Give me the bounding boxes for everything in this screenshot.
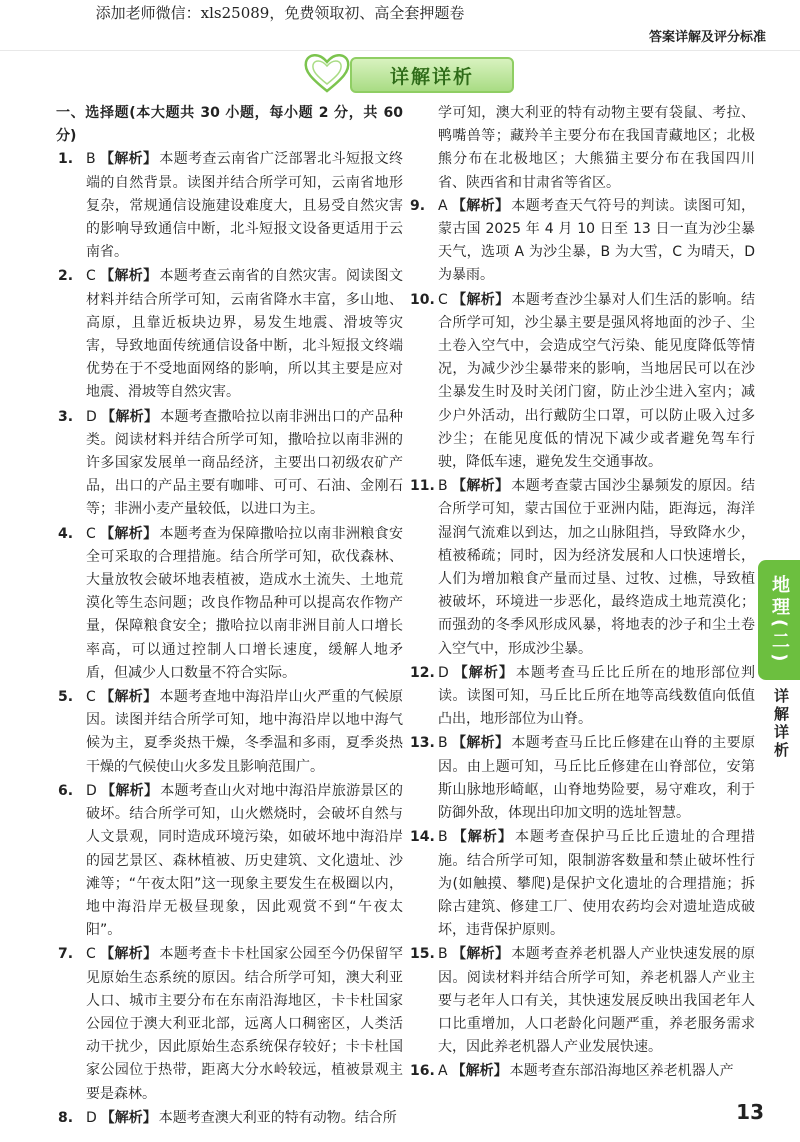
answer-letter: B bbox=[86, 151, 96, 168]
analysis-label: 【解析】 bbox=[451, 197, 510, 214]
question-number: 3. bbox=[58, 408, 74, 425]
question-number: 6. bbox=[58, 782, 74, 799]
analysis-text: 本题考查撒哈拉以南非洲出口的产品种类。阅读材料并结合所学可知，撒哈拉以南非洲的许多国家发展单一商品经济，主要出口初级农矿产品，出口的产品主要有咖啡、可可、石油、金刚石等；非洲小麦产量较低，以进口为主。 bbox=[86, 408, 404, 518]
answer-letter: C bbox=[86, 268, 96, 285]
answer-letter: D bbox=[438, 664, 449, 681]
answer-letter: C bbox=[438, 291, 448, 308]
analysis-label: 【解析】 bbox=[452, 664, 514, 681]
analysis-label: 【解析】 bbox=[451, 478, 510, 495]
analysis-label: 【解析】 bbox=[451, 946, 510, 963]
answer-item bbox=[410, 662, 755, 732]
answer-item bbox=[410, 826, 755, 942]
question-number: 9. bbox=[410, 197, 426, 214]
analysis-label: 【解析】 bbox=[99, 689, 158, 706]
answer-item bbox=[410, 289, 755, 475]
analysis-text: 本题考查卡卡杜国家公园至今仍保留罕见原始生态系统的原因。结合所学可知，澳大利亚人口、城市主要分布在东南沿海地区，卡卡杜国家公园位于澳大利亚北部，远离人口稠密区，人类活动干扰少，因此原始生态系统保存较好；卡卡杜国家公园位于热带，距离大分水岭较远，植被景观主要是森林。 bbox=[86, 946, 403, 1102]
answer-letter: A bbox=[438, 1063, 448, 1080]
subject-tab: 地理(二) bbox=[758, 560, 800, 680]
answer-item bbox=[58, 1107, 403, 1130]
analysis-label: 【解析】 bbox=[451, 1063, 508, 1080]
question-number: 13. bbox=[410, 735, 435, 752]
left-column bbox=[58, 102, 403, 1131]
analysis-label: 【解析】 bbox=[99, 268, 158, 285]
answer-letter: C bbox=[86, 689, 96, 706]
analysis-label: 【解析】 bbox=[99, 946, 158, 963]
question-number: 12. bbox=[410, 664, 435, 681]
question-number: 8. bbox=[58, 1109, 74, 1126]
analysis-label: 【解析】 bbox=[451, 291, 510, 308]
banner-title: 详解详析 bbox=[350, 57, 514, 93]
continued-text: 学可知，澳大利亚的特有动物主要有袋鼠、考拉、鸭嘴兽等；藏羚羊主要分布在我国青藏地区；北极熊分布在北极地区；大熊猫主要分布在我国四川省、陕西省和甘肃省等省区。 bbox=[438, 105, 755, 191]
question-number: 4. bbox=[58, 525, 74, 542]
header-title: 答案详解及评分标准 bbox=[648, 30, 766, 45]
question-number: 7. bbox=[58, 946, 74, 963]
answer-letter: C bbox=[86, 525, 96, 542]
question-number: 2. bbox=[58, 268, 74, 285]
answer-item bbox=[410, 1060, 755, 1083]
analysis-text: 本题考查蒙古国沙尘暴频发的原因。结合所学可知，蒙古国位于亚洲内陆，距海远，海洋湿润气流难以到达，加之山脉阻挡，导致降水少，植被稀疏；同时，因为经济发展和人口快速增长，人们为增加粮食产量而过垦、过牧、过樵，导致植被破坏，环境进一步恶化，最终造成土地荒漠化；而强劲的冬季风形成风暴，将地表的沙子和尘土卷入空气中，形成沙尘暴。 bbox=[438, 478, 756, 657]
analysis-text: 本题考查为保障撒哈拉以南非洲粮食安全可采取的合理措施。结合所学可知，砍伐森林、大量放牧会破坏地表植被，造成水土流失、土地荒漠化等生态问题；改良作物品种可以提高农作物产量，保障粮食安全；撒哈拉以南非洲目前人口增长率高，可以通过控制人口增长速度，缓解人地矛盾，但减少人口数量不符合实际。 bbox=[86, 525, 403, 681]
answer-item bbox=[410, 943, 755, 1059]
analysis-text: 本题考查马丘比丘修建在山脊的主要原因。由上题可知，马丘比丘修建在山脊部位，安第斯山脉地形崎岖，山脊地势险要，易守难攻，利于防御外敌，体现出印加文明的选址智慧。 bbox=[438, 735, 756, 822]
section-title: 一、选择题(本大题共 30 小题，每小题 2 分，共 60 分) bbox=[56, 105, 403, 145]
heart-icon bbox=[302, 51, 352, 95]
right-column bbox=[410, 102, 755, 1085]
side-label: 详解详析 bbox=[772, 688, 790, 760]
question-number: 11. bbox=[410, 478, 435, 495]
analysis-label: 【解析】 bbox=[100, 782, 159, 799]
question-number: 5. bbox=[58, 689, 74, 706]
answer-item bbox=[58, 523, 403, 685]
analysis-text: 本题考查养老机器人产业快速发展的原因。阅读材料并结合所学可知，养老机器人产业主要与老年人口有关，其快速发展反映出我国老年人口比重增加，人口老龄化问题严重，养老服务需求大，因此养老机器人产业发展快速。 bbox=[438, 946, 756, 1056]
analysis-text: 本题考查沙尘暴对人们生活的影响。结合所学可知，沙尘暴主要是强风将地面的沙子、尘土卷入空气中，会造成空气污染、能见度降低等情况，为减少沙尘暴带来的影响，当地居民可以在沙尘暴发生时及时关闭门窗，防止沙尘进入室内；减少户外活动，出行戴防尘口罩，可以防止吸入过多沙尘；在能见度低的情况下减少或者避免驾车行驶，降低车速，避免发生交通事故。 bbox=[438, 291, 755, 471]
analysis-label: 【解析】 bbox=[451, 735, 510, 752]
analysis-text: 本题考查马丘比丘所在的地形部位判读。读图可知，马丘比丘所在地等高线数值向低值凸出，地形部位为山脊。 bbox=[438, 664, 756, 728]
answer-item bbox=[58, 686, 403, 779]
analysis-text: 本题考查保护马丘比丘遗址的合理措施。结合所学可知，限制游客数量和禁止破坏性行为(如触摸、攀爬)是保护文化遗址的合理措施；拆除古建筑、修建工厂、使用农药均会对遗址造成破坏，违背保护原则。 bbox=[438, 829, 756, 939]
watermark-text: 添加老师微信：xls25089，免费领取初、高全套押题卷 bbox=[95, 4, 465, 22]
question-number: 1. bbox=[58, 151, 74, 168]
header-divider bbox=[0, 50, 800, 51]
answer-item bbox=[410, 195, 755, 288]
answer-item bbox=[58, 943, 403, 1105]
question-number: 15. bbox=[410, 946, 435, 963]
analysis-label: 【解析】 bbox=[100, 408, 159, 425]
analysis-text: 本题考查云南省的自然灾害。阅读图文材料并结合所学可知，云南省降水丰富，多山地、高原，且靠近板块边界，易发生地震、滑坡等灾害，导致地面传统通信设备中断，北斗短报文终端优势在于不受地面网络的影响，所以其主要是应对地震、滑坡等自然灾害。 bbox=[86, 268, 403, 401]
analysis-label: 【解析】 bbox=[99, 151, 158, 168]
answer-letter: C bbox=[86, 946, 96, 963]
analysis-text: 本题考查东部沿海地区养老机器人产 bbox=[509, 1063, 734, 1080]
answer-item bbox=[410, 732, 755, 825]
analysis-text: 本题考查澳大利亚的特有动物。结合所 bbox=[158, 1109, 397, 1126]
answer-item bbox=[410, 475, 755, 661]
answer-letter: B bbox=[438, 735, 448, 752]
answer-letter: B bbox=[438, 946, 448, 963]
analysis-text: 本题考查云南省广泛部署北斗短报文终端的自然背景。读图并结合所学可知，云南省地形复杂，常规通信设施建设难度大，且易受自然灾害的影响导致通信中断，北斗短报文设备更适用于云南省。 bbox=[86, 151, 404, 261]
answer-letter: B bbox=[438, 829, 448, 846]
answer-item bbox=[58, 148, 403, 264]
page-number: 13 bbox=[736, 1100, 764, 1124]
question-number: 14. bbox=[410, 829, 435, 846]
answer-letter: B bbox=[438, 478, 448, 495]
analysis-text: 本题考查天气符号的判读。读图可知，蒙古国 2025 年 4 月 10 日至 13 日一直为沙尘暴天气，选项 A 为沙尘暴，B 为大雪，C 为晴天，D 为暴雨。 bbox=[438, 197, 756, 284]
question-number: 10. bbox=[410, 291, 435, 308]
section-banner bbox=[302, 55, 512, 91]
answer-letter: D bbox=[86, 1109, 97, 1126]
analysis-label: 【解析】 bbox=[451, 829, 513, 846]
answer-item bbox=[58, 265, 403, 404]
analysis-text: 本题考查地中海沿岸山火严重的气候原因。读图并结合所学可知，地中海沿岸以地中海气候为主，夏季炎热干燥，冬季温和多雨，夏季炎热干燥的气候使山火多发且影响范围广。 bbox=[86, 689, 403, 775]
answer-item bbox=[58, 406, 403, 522]
analysis-label: 【解析】 bbox=[99, 525, 158, 542]
answer-letter: D bbox=[86, 408, 97, 425]
analysis-label: 【解析】 bbox=[100, 1109, 157, 1126]
answer-letter: D bbox=[86, 782, 97, 799]
answer-item bbox=[58, 780, 403, 942]
analysis-text: 本题考查山火对地中海沿岸旅游景区的破坏。结合所学可知，山火燃烧时，会破坏自然与人文景观，同时造成环境污染，如破坏地中海沿岸的园艺景区、森林植被、历史建筑、文化遗址、沙滩等；“午夜太阳”这一现象主要发生在极圈以内，地中海沿岸无极昼现象，因此观赏不到“午夜太阳”。 bbox=[86, 782, 404, 939]
question-number: 16. bbox=[410, 1063, 435, 1080]
answer-letter: A bbox=[438, 197, 448, 214]
